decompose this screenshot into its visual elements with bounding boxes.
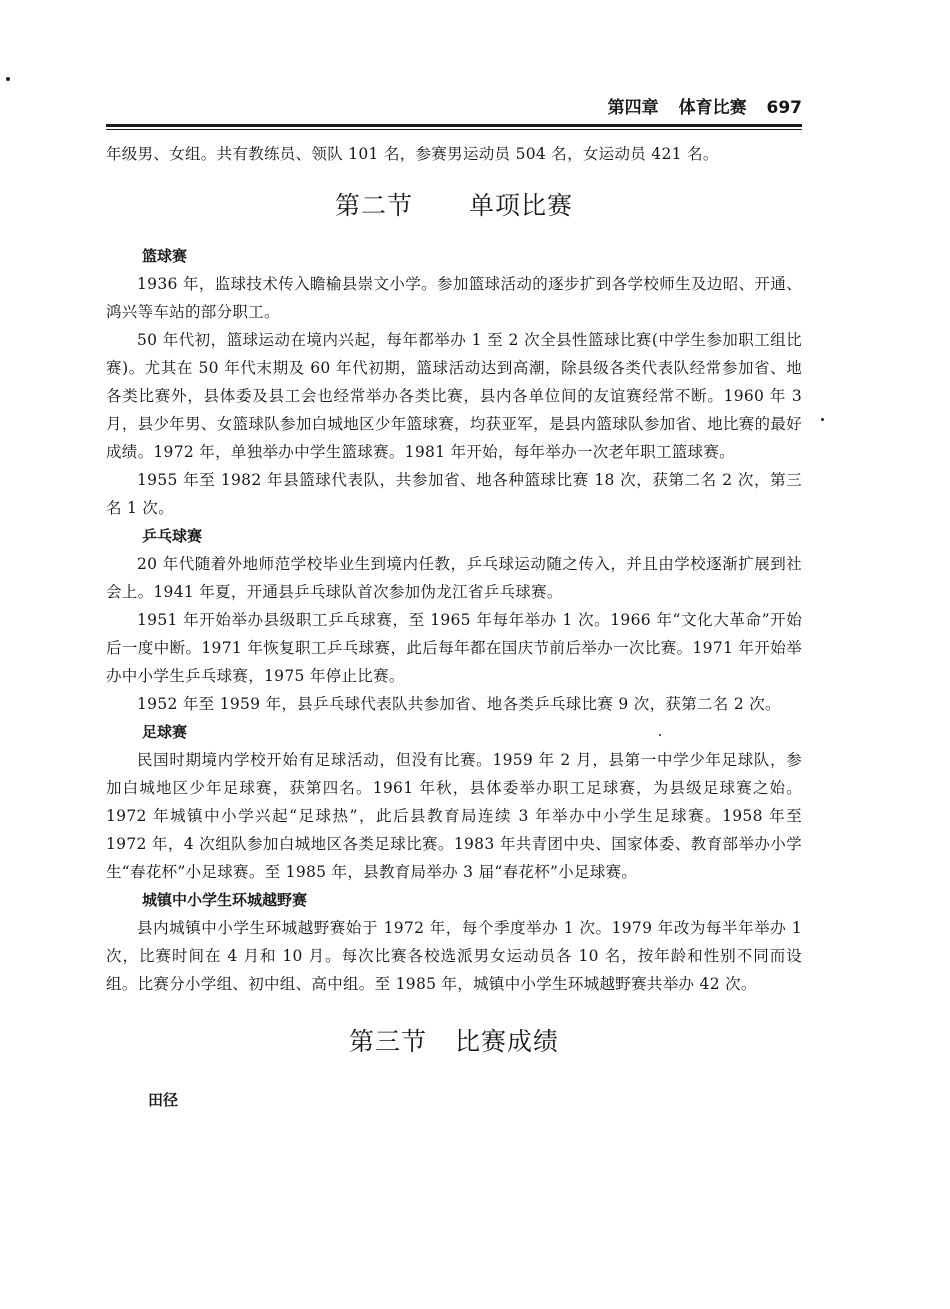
scan-speck [6, 77, 10, 81]
header-rule-thick [106, 124, 802, 127]
basketball-heading: 篮球赛 [142, 247, 188, 265]
page-number: 697 [766, 98, 802, 118]
section-3-number: 第三节 [348, 1027, 427, 1056]
section-3-name: 比赛成绩 [455, 1027, 560, 1056]
crosscountry-heading: 城镇中小学生环城越野赛 [142, 891, 308, 909]
pingpong-paragraph-1: 20 年代随着外地师范学校毕业生到境内任教，乒乓球运动随之传入，并且由学校逐渐扩展到社会上。1941 年夏，开通县乒乓球队首次参加伪龙江省乒乓球赛。 [106, 555, 802, 601]
chapter-title: 体育比赛 [678, 98, 747, 118]
football-heading: 足球赛 [142, 723, 188, 741]
basketball-paragraph-2: 50 年代初，篮球运动在境内兴起，每年都举办 1 至 2 次全县性篮球比赛(中学生参加职工组比赛)。尤其在 50 年代末期及 60 年代初期，篮球活动达到高潮，除县级各类代表队经常参加省、地各类比赛外，县体委及县工会也经常举办各类比赛，县内各单位间的友谊赛经常不断。1960 年 3 月，县少年男、女篮球队参加白城地区少年篮球赛，均获亚军，是县内篮球队参加省、地比赛的最好成绩。1972 年，单独举办中学生篮球赛。1981 年开始，每年举办一次老年职工篮球赛。 [106, 331, 802, 461]
section-2-title [106, 186, 802, 222]
section-2-name: 单项比赛 [469, 191, 574, 220]
section-2-number: 第二节 [334, 191, 413, 220]
pingpong-paragraph-2: 1951 年开始举办县级职工乒乓球赛，至 1965 年每年举办 1 次。1966 年“文化大革命”开始后一度中断。1971 年恢复职工乒乓球赛，此后每年都在国庆节前后举办一次比赛。1971 年开始举办中小学生乒乓球赛，1975 年停止比赛。 [106, 611, 802, 685]
pingpong-heading: 乒乓球赛 [142, 527, 203, 545]
chapter-label: 第四章 [607, 98, 659, 118]
header-rule-thin [106, 129, 802, 130]
basketball-paragraph-3: 1955 年至 1982 年县篮球代表队，共参加省、地各种篮球比赛 18 次，获第二名 2 次，第三名 1 次。 [106, 471, 802, 517]
intro-paragraph: 年级男、女组。共有教练员、领队 101 名，参赛男运动员 504 名，女运动员 421 名。 [106, 145, 719, 163]
section-3-title [106, 1022, 802, 1058]
basketball-paragraph-1: 1936 年，监球技术传入瞻榆县崇文小学。参加篮球活动的逐步扩到各学校师生及边昭、开通、鸿兴等车站的部分职工。 [106, 275, 802, 321]
football-paragraph-1: 民国时期境内学校开始有足球活动，但没有比赛。1959 年 2 月，县第一中学少年足球队，参加白城地区少年足球赛，获第四名。1961 年秋，县体委举办职工足球赛，为县级足球赛之始。1972 年城镇中小学兴起“足球热”，此后县教育局连续 3 年举办中小学生足球赛。1958 年至 1972 年，4 次组队参加白城地区各类足球比赛。1983 年共青团中央、国家体委、教育部举办小学生“春花杯”小足球赛。至 1985 年，县教育局举办 3 届“春花杯”小足球赛。 [106, 751, 802, 881]
page-body [106, 140, 802, 1114]
scan-speck [821, 418, 824, 421]
pingpong-paragraph-3: 1952 年至 1959 年，县乒乓球代表队共参加省、地各类乒乓球比赛 9 次，获第二名 2 次。 [137, 695, 781, 713]
running-header [106, 94, 802, 122]
track-heading: 田径 [148, 1091, 179, 1109]
crosscountry-paragraph-1: 县内城镇中小学生环城越野赛始于 1972 年，每个季度举办 1 次。1979 年改为每半年举办 1 次，比赛时间在 4 月和 10 月。每次比赛各校选派男女运动员各 10 名，按年龄和性别不同而设组。比赛分小学组、初中组、高中组。至 1985 年，城镇中小学生环城越野赛共举办 42 次。 [106, 919, 802, 993]
